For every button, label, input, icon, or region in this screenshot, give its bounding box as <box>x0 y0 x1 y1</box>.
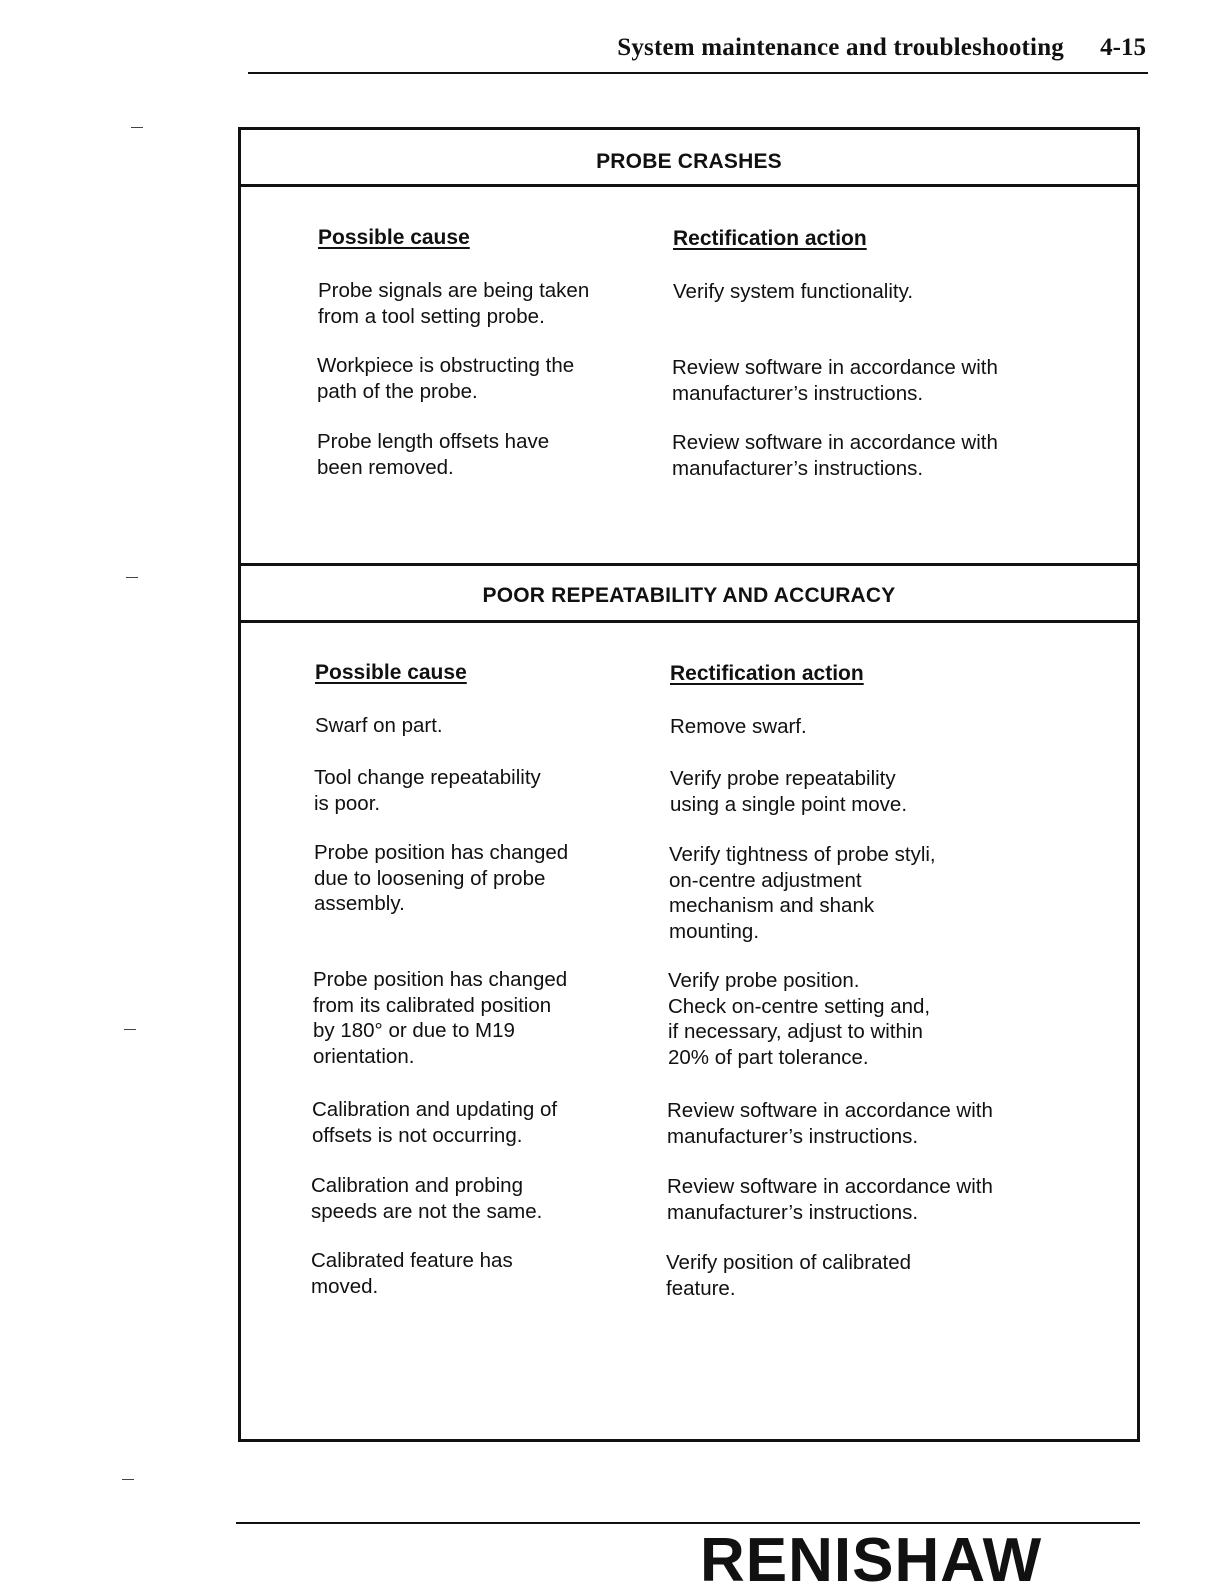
cause-column-heading: Possible cause <box>318 226 470 249</box>
action-cell: Verify probe repeatability using a single point move. <box>670 767 908 816</box>
cause-column-heading: Possible cause <box>315 661 467 684</box>
page-number: 4-15 <box>1100 34 1146 61</box>
section-divider <box>241 184 1137 187</box>
cause-cell: Swarf on part. <box>315 714 443 737</box>
cause-cell: Calibration and probing speeds are not the same. <box>311 1174 543 1223</box>
troubleshooting-table <box>238 127 1140 1442</box>
cause-cell: Probe length offsets have been removed. <box>317 430 550 479</box>
running-header <box>248 30 1148 74</box>
action-cell: Review software in accordance with manufacturer’s instructions. <box>672 431 998 480</box>
margin-mark <box>131 127 143 128</box>
margin-mark <box>122 1479 134 1480</box>
action-cell: Review software in accordance with manufacturer’s instructions. <box>672 356 998 405</box>
cause-cell: Probe position has changed due to loosening of probe assembly. <box>314 841 569 915</box>
action-cell: Verify tightness of probe styli, on-centre adjustment mechanism and shank mounting. <box>669 843 936 943</box>
action-cell: Verify position of calibrated feature. <box>666 1251 911 1300</box>
section-title: POOR REPEATABILITY AND ACCURACY <box>482 584 896 607</box>
margin-mark <box>126 577 138 578</box>
action-cell: Remove swarf. <box>670 715 807 738</box>
action-column-heading: Rectification action <box>673 227 867 250</box>
section-title: PROBE CRASHES <box>596 150 782 173</box>
cause-cell: Probe position has changed from its calibrated position by 180° or due to M19 orientation. <box>313 968 568 1068</box>
brand-wordmark: RENISHAW <box>700 1526 1043 1584</box>
action-cell: Review software in accordance with manufacturer’s instructions. <box>667 1099 993 1148</box>
action-cell: Verify system functionality. <box>673 280 914 303</box>
action-column-heading: Rectification action <box>670 662 864 685</box>
cause-cell: Tool change repeatability is poor. <box>314 766 541 815</box>
brand-logo <box>700 1524 1042 1584</box>
section-divider <box>241 563 1137 566</box>
cause-cell: Probe signals are being taken from a tool setting probe. <box>318 279 590 328</box>
action-cell: Review software in accordance with manufacturer’s instructions. <box>667 1175 993 1224</box>
cause-cell: Calibration and updating of offsets is not occurring. <box>312 1098 558 1147</box>
cause-cell: Calibrated feature has moved. <box>311 1249 513 1298</box>
margin-mark <box>124 1029 136 1030</box>
action-cell: Verify probe position. Check on-centre setting and, if necessary, adjust to within 20% of part tolerance. <box>668 969 931 1069</box>
section-divider <box>241 620 1137 623</box>
header-title: System maintenance and troubleshooting <box>617 34 1064 61</box>
cause-cell: Workpiece is obstructing the path of the probe. <box>317 354 575 403</box>
